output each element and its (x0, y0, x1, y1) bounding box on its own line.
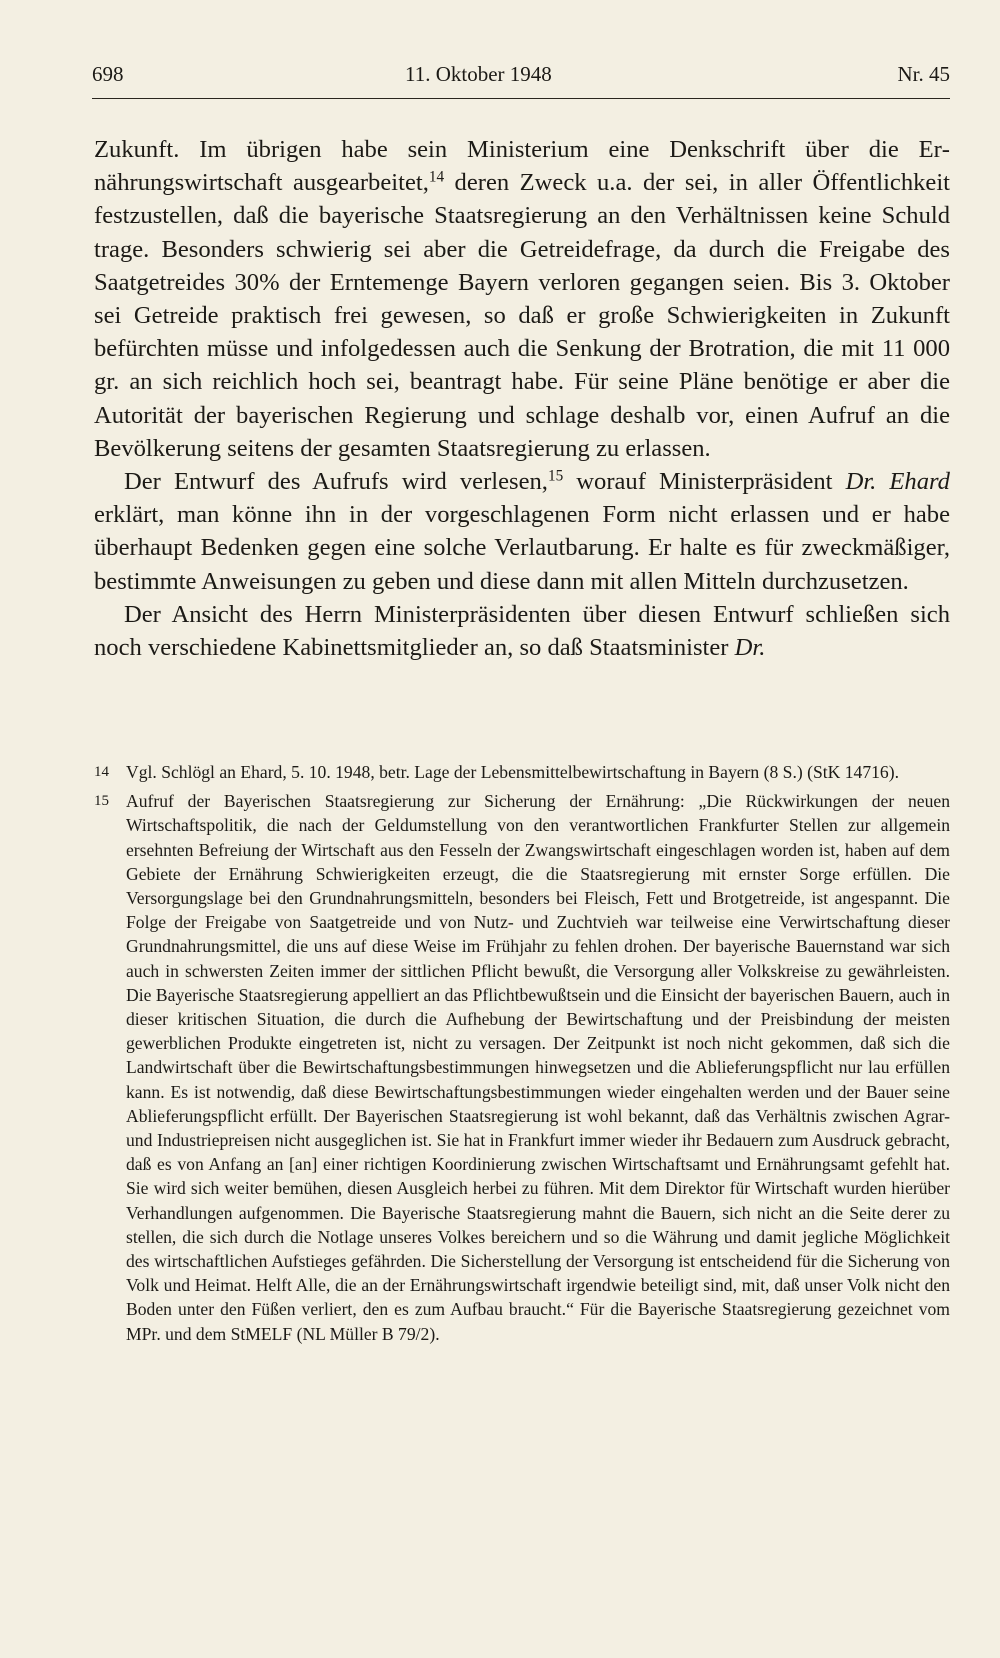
header-date: 11. Oktober 1948 (405, 62, 552, 86)
paragraph-2: Der Entwurf des Aufrufs wird verlesen,$^{15}$ worauf Ministerpräsident Dr. Ehard erklärt, man könne ihn in der vorgeschlagenen Form nicht erlassen und er habe überhaupt Bedenken gegen eine solche Verlautbarung. Er halte es für zweckmäßiger, bestimmte Anweisungen zu geben und diese dann mit allen Mitteln durchzusetzen. (94, 467, 950, 595)
footnote-text: Aufruf der Bayerischen Staatsregierung zur Sicherung der Ernährung: „Die Rückwirkungen der neuen Wirtschaftspolitik, die nach der Geldumstellung von den verantwortlichen Frankfurter Stellen zur allgemein ersehnten Befreiung der Wirtschaft aus den Fesseln der Zwangswirtschaft eingeschlagen worden ist, haben auf dem Gebiete der Ernährung Schwierigkeiten erzeugt, die die Staatsregierung mit ernster Sorge erfüllen. Die Versorgungslage bei den Grundnahrungsmitteln, besonders bei Fleisch, Fett und Brotgetreide, ist angespannt. Die Folge der Freigabe von Saatgetreide und von Nutz- und Zuchtvieh war teilweise eine Verwirtschaftung dieser Grundnahrungsmittel, die uns auf diese Weise im Frühjahr zu fehlen drohen. Der bayerische Bauernstand war sich auch in schwersten Zeiten immer der sittlichen Pflicht bewußt, die Versorgung aller Volkskreise zu gewährleisten. Die Bayerische Staatsregierung appelliert an das Pflichtbewußtsein und die Einsicht der bayerischen Bauern, auch in dieser kritischen Situation, die durch die Aufhebung der Bewirtschaftung und der Preisbindung der meisten gewerblichen Produkte eingetreten ist, nicht zu versagen. Der Zeitpunkt ist noch nicht gekommen, daß sich die Landwirtschaft über die Bewirtschaftungsbestimmungen hinwegsetzen und die Ablieferungspflicht nur lau erfüllen kann. Es ist notwendig, daß diese Bewirtschaftungsbestimmungen wieder eingehalten werden und der Bauer seine Ablieferungspflicht erfüllt. Der Bayerischen Staatsregierung ist wohl bekannt, daß das Verhältnis zwischen Agrar- und Industriepreisen nicht ausgeglichen ist. Sie hat in Frankfurt immer wieder ihr Bedauern zum Ausdruck gebracht, daß es von Anfang an [an] einer richtigen Koordinierung zwischen Wirtschaftsamt und Ernährungsamt gefehlt hat. Sie wird sich weiter bemühen, diesen Ausgleich herbei zu führen. Mit dem Direktor für Wirtschaft wurden hierüber Verhandlungen aufgenommen. Die Bayerische Staatsregierung mahnt die Bauern, sich nicht an die Seite derer zu stellen, die sich durch die Notlage unseres Volkes bereichern und so die Währung und damit jegliche Möglichkeit des wirtschaftlichen Aufstieges gefährden. Die Sicherstellung der Versorgung ist entscheidend für die Sicherung von Volk und Heimat. Helft Alle, die an der Ernährungswirtschaft irgendwie beteiligt sind, mit, daß unser Volk nicht den Boden unter den Füßen verliert, den es zum Aufbau braucht.“ Für die Bayerische Staatsregierung gezeichnet vom MPr. und dem StMELF (NL Müller B 79/2). (126, 791, 950, 1344)
person-name: Dr. Ehard (845, 468, 950, 496)
footnote-14 (94, 760, 950, 784)
footnote-ref-14: 14 (428, 168, 445, 186)
footnote-15 (94, 789, 950, 1346)
header-rule (92, 98, 950, 99)
footnote-number: 14 (94, 764, 109, 780)
paragraph-3: Der Ansicht des Herrn Ministerpräsidenten über diesen Entwurf schließen sich noch verschiedene Kabinettsmitglieder an, so daß Staatsminister Dr. (94, 600, 950, 662)
paragraph-1: Zukunft. Im übrigen habe sein Ministerium eine Denkschrift über die Ernährungswirtschaft ausgearbeitet,$^{14}$ deren Zweck u.a. der sei, in aller Öffentlichkeit festzustellen, daß die bayerische Staatsregierung an den Verhältnissen keine Schuld trage. Besonders schwierig sei aber die Getreidefrage, da durch die Freigabe des Saatgetreides 30% der Erntemenge Bayern verloren gegangen seien. Bis 3. Oktober sei Getreide praktisch frei gewesen, so daß er große Schwierigkeiten in Zukunft befürchten müsse und infolgedessen auch die Senkung der Brotration, die mit 11 000 gr. an sich reichlich hoch sei, beantragt habe. Für seine Pläne benötige er aber die Autorität der bayerischen Regierung und schlage deshalb vor, einen Aufruf an die Bevölkerung seitens der gesamten Staatsregierung zu erlassen. (94, 136, 950, 462)
footnote-ref-15: 15 (547, 467, 564, 485)
page-number: 698 (92, 62, 124, 86)
footnote-text: Vgl. Schlögl an Ehard, 5. 10. 1948, betr. Lage der Lebensmittelbewirtschaftung in Bayern (8 S.) (StK 14716). (126, 762, 899, 782)
issue-number: Nr. 45 (897, 62, 950, 86)
person-name-partial: Dr. (734, 634, 766, 662)
main-text (94, 133, 950, 664)
running-header (92, 62, 950, 94)
footnote-number: 15 (94, 793, 109, 810)
footnotes (94, 760, 950, 1351)
